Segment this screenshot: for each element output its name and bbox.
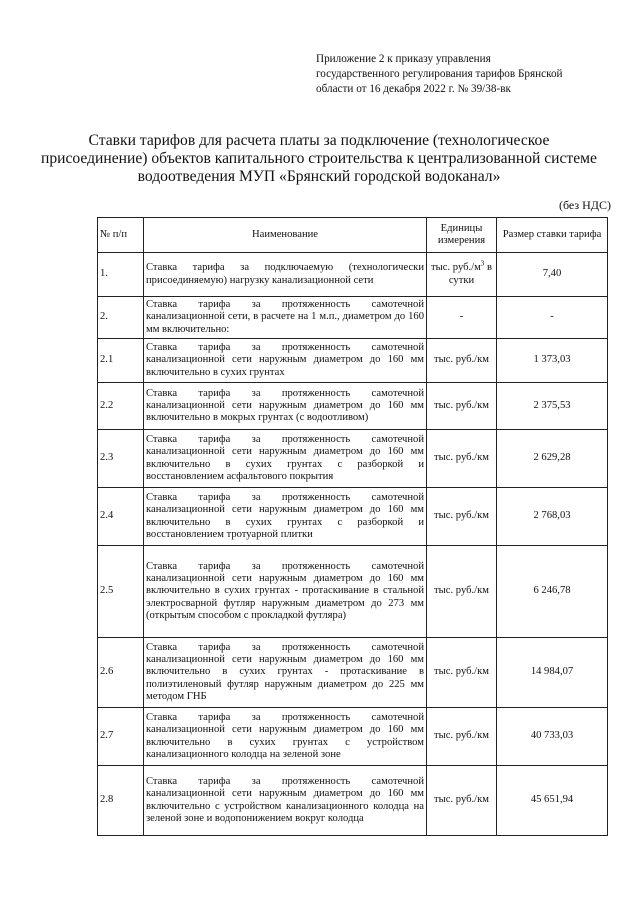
row-num: 2.3 bbox=[98, 430, 144, 488]
tariff-table bbox=[97, 217, 608, 836]
appendix-note bbox=[316, 52, 616, 97]
row-num: 2. bbox=[98, 297, 144, 339]
row-rate: 2 768,03 bbox=[497, 488, 608, 546]
table-row bbox=[98, 339, 608, 383]
table-row bbox=[98, 546, 608, 638]
table-row bbox=[98, 253, 608, 297]
row-rate: 2 375,53 bbox=[497, 383, 608, 430]
row-unit bbox=[427, 708, 497, 766]
table-row bbox=[98, 638, 608, 708]
appendix-line: государственного регулирования тарифов Брянской bbox=[316, 68, 563, 80]
header-num: № п/п bbox=[98, 218, 144, 253]
table-row bbox=[98, 766, 608, 836]
row-name: Ставка тарифа за протяженность самотечной канализационной сети, в расчете на 1 м.п., диаметром до 160 мм включительно: bbox=[144, 297, 427, 339]
row-unit bbox=[427, 297, 497, 339]
row-unit-text: тыс. руб./м bbox=[431, 262, 481, 274]
row-name: Ставка тарифа за протяженность самотечной канализационной сети наружным диаметром до 160 мм включительно в сухих грунтах - протаскивание в стальной электросварной футляр наружным диаметром до 273 мм (открытым способом с прокладкой футляра) bbox=[144, 546, 427, 638]
row-name: Ставка тарифа за протяженность самотечной канализационной сети наружным диаметром до 160 мм включительно в сухих грунтах с разборкой и восстановлением асфальтового покрытия bbox=[144, 430, 427, 488]
row-unit bbox=[427, 339, 497, 383]
row-unit bbox=[427, 488, 497, 546]
row-unit-text: - bbox=[459, 311, 464, 323]
row-unit-text: тыс. руб./км bbox=[434, 730, 489, 742]
row-num: 1. bbox=[98, 253, 144, 297]
row-num: 2.7 bbox=[98, 708, 144, 766]
row-unit-text: тыс. руб./км bbox=[434, 510, 489, 522]
row-name: Ставка тарифа за протяженность самотечной канализационной сети наружным диаметром до 160 мм включительно с устройством канализационного колодца на зеленой зоне и водопонижением вокруг колодца bbox=[144, 766, 427, 836]
row-rate: 1 373,03 bbox=[497, 339, 608, 383]
row-unit bbox=[427, 383, 497, 430]
row-rate: 14 984,07 bbox=[497, 638, 608, 708]
row-num: 2.6 bbox=[98, 638, 144, 708]
row-name: Ставка тарифа за протяженность самотечной канализационной сети наружным диаметром до 160 мм включительно в сухих грунтах bbox=[144, 339, 427, 383]
row-unit-text: тыс. руб./км bbox=[434, 354, 489, 366]
title-line: присоединение) объектов капитального строительства к централизованной системе bbox=[41, 150, 597, 167]
row-unit bbox=[427, 430, 497, 488]
row-num: 2.8 bbox=[98, 766, 144, 836]
row-rate: 45 651,94 bbox=[497, 766, 608, 836]
table-row bbox=[98, 430, 608, 488]
table-row bbox=[98, 383, 608, 430]
row-unit-superscript: 3 bbox=[480, 259, 485, 268]
appendix-line: Приложение 2 к приказу управления bbox=[316, 53, 491, 65]
appendix-line: области от 16 декабря 2022 г. № 39/38-вк bbox=[316, 83, 511, 95]
tariff-table-container bbox=[97, 217, 607, 836]
row-num: 2.4 bbox=[98, 488, 144, 546]
header-name: Наименование bbox=[144, 218, 427, 253]
header-unit: Единицы измерения bbox=[427, 218, 497, 253]
row-num: 2.2 bbox=[98, 383, 144, 430]
table-row bbox=[98, 488, 608, 546]
table-header-row bbox=[98, 218, 608, 253]
row-unit bbox=[427, 638, 497, 708]
row-unit-text: тыс. руб./км bbox=[434, 666, 489, 678]
title-line: Ставки тарифов для расчета платы за подключение (технологическое bbox=[88, 132, 550, 149]
row-unit-text: тыс. руб./км bbox=[434, 399, 489, 411]
row-num: 2.1 bbox=[98, 339, 144, 383]
table-row bbox=[98, 708, 608, 766]
row-rate: 2 629,28 bbox=[497, 430, 608, 488]
row-rate: 40 733,03 bbox=[497, 708, 608, 766]
row-name: Ставка тарифа за протяженность самотечной канализационной сети наружным диаметром до 160 мм включительно в сухих грунтах - протаскивание в полиэтиленовый футляр наружным диаметром до 225 мм методом ГНБ bbox=[144, 638, 427, 708]
table-body bbox=[98, 253, 608, 836]
row-unit bbox=[427, 546, 497, 638]
row-num: 2.5 bbox=[98, 546, 144, 638]
row-unit-tail: в сутки bbox=[448, 262, 492, 286]
row-name: Ставка тарифа за подключаемую (технологически присоединяемую) нагрузку канализационной сети bbox=[144, 253, 427, 297]
row-unit-text: тыс. руб./км bbox=[434, 585, 489, 597]
row-name: Ставка тарифа за протяженность самотечной канализационной сети наружным диаметром до 160 мм включительно в сухих грунтах с разборкой и восстановлением тротуарной плитки bbox=[144, 488, 427, 546]
row-unit bbox=[427, 253, 497, 297]
header-rate: Размер ставки тарифа bbox=[497, 218, 608, 253]
row-name: Ставка тарифа за протяженность самотечной канализационной сети наружным диаметром до 160 мм включительно в мокрых грунтах (с водоотливом) bbox=[144, 383, 427, 430]
document-title bbox=[40, 132, 598, 186]
row-unit-text: тыс. руб./км bbox=[434, 452, 489, 464]
row-unit-text: тыс. руб./км bbox=[434, 794, 489, 806]
row-rate: - bbox=[497, 297, 608, 339]
title-line: водоотведения МУП «Брянский городской водоканал» bbox=[137, 168, 501, 185]
row-name: Ставка тарифа за протяженность самотечной канализационной сети наружным диаметром до 160 мм включительно в сухих грунтах с устройством канализационного колодца на зеленой зоне bbox=[144, 708, 427, 766]
row-rate: 6 246,78 bbox=[497, 546, 608, 638]
table-row bbox=[98, 297, 608, 339]
vat-note: (без НДС) bbox=[558, 198, 611, 212]
row-rate: 7,40 bbox=[497, 253, 608, 297]
row-unit bbox=[427, 766, 497, 836]
